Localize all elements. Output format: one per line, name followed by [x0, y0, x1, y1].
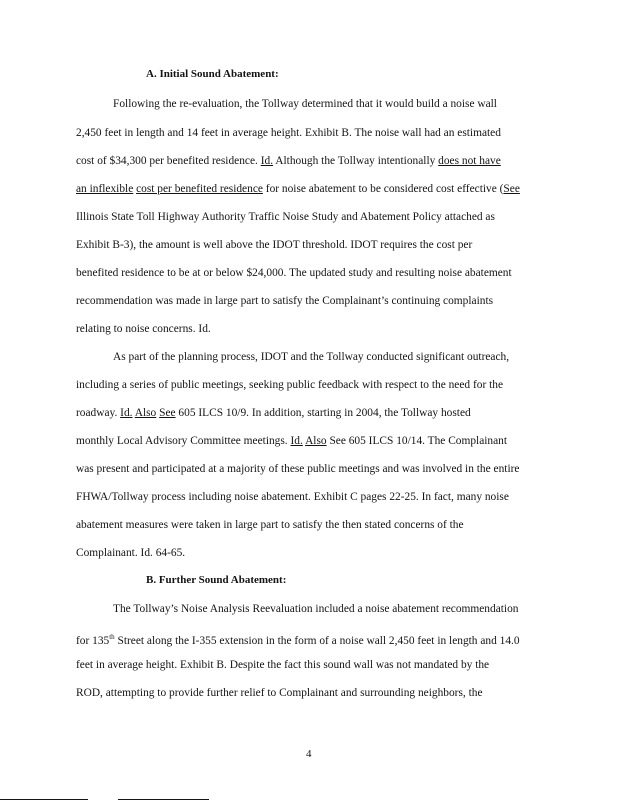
signal-see: See — [503, 183, 520, 195]
text-line: The Tollway’s Noise Analysis Reevaluation included a noise abatement recommendation — [113, 603, 519, 615]
text-line: 2,450 feet in length and 14 feet in average height. Exhibit B. The noise wall had an estimated — [76, 127, 501, 139]
text-line — [76, 406, 471, 420]
text-line: As part of the planning process, IDOT and the Tollway conducted significant outreach, — [113, 351, 510, 363]
section-b-heading: B. Further Sound Abatement: — [146, 574, 287, 586]
text-line: ROD, attempting to provide further relief to Complainant and surrounding neighbors, the — [76, 687, 483, 699]
emphasis-underlined: cost per benefited residence — [136, 183, 263, 195]
text-line — [76, 630, 520, 648]
citation-id: Id. — [120, 407, 133, 419]
text-line — [76, 434, 507, 448]
citation-id: Id. — [260, 155, 274, 167]
signal-also: Also — [134, 407, 157, 419]
text-run: cost of $34,300 per benefited residence. — [76, 155, 261, 167]
section-a-heading: A. Initial Sound Abatement: — [146, 68, 279, 80]
text-line — [76, 154, 501, 168]
text-line: including a series of public meetings, seeking public feedback with respect to the need for the — [76, 379, 504, 391]
signal-see: See — [159, 407, 176, 419]
text-run: roadway. — [76, 407, 121, 419]
text-run: Although the Tollway intentionally — [273, 155, 439, 167]
text-line: FHWA/Tollway process including noise abatement. Exhibit C pages 22-25. In fact, many noise — [76, 491, 509, 503]
emphasis-underlined: does not have — [438, 155, 501, 167]
emphasis-underlined: an inflexible — [76, 183, 134, 195]
text-line — [76, 182, 520, 196]
text-run: 605 ILCS 10/9. In addition, starting in 2004, the Tollway hosted — [175, 407, 471, 419]
text-line: Complainant. Id. 64-65. — [76, 547, 186, 559]
text-line: Exhibit B-3), the amount is well above the IDOT threshold. IDOT requires the cost per — [76, 239, 473, 251]
text-line: recommendation was made in large part to satisfy the Complainant’s continuing complaints — [76, 295, 494, 307]
text-line: abatement measures were taken in large part to satisfy the then stated concerns of the — [76, 519, 464, 531]
text-run: See 605 ILCS 10/14. The Complainant — [326, 435, 508, 447]
text-line: Illinois State Toll Highway Authority Traffic Noise Study and Abatement Policy attached as — [76, 211, 495, 223]
superscript: th — [109, 633, 115, 641]
citation-id: Id. — [290, 435, 303, 447]
page-number: 4 — [306, 748, 312, 760]
text-run: Street along the I-355 extension in the form of a noise wall 2,450 feet in length and 14.0 — [114, 634, 520, 647]
text-line: relating to noise concerns. Id. — [76, 323, 211, 335]
text-line: feet in average height. Exhibit B. Despite the fact this sound wall was not mandated by the — [76, 659, 490, 671]
text-run: for 135 — [76, 634, 110, 647]
text-run: for noise abatement to be considered cost effective ( — [262, 183, 504, 195]
text-run: monthly Local Advisory Committee meetings. — [76, 435, 291, 447]
text-line: benefited residence to be at or below $24,000. The updated study and resulting noise abatement — [76, 267, 512, 279]
signal-also: Also — [305, 435, 327, 447]
text-line: Following the re-evaluation, the Tollway determined that it would build a noise wall — [113, 98, 497, 110]
text-line: was present and participated at a majority of these public meetings and was involved in the entire — [76, 463, 520, 475]
